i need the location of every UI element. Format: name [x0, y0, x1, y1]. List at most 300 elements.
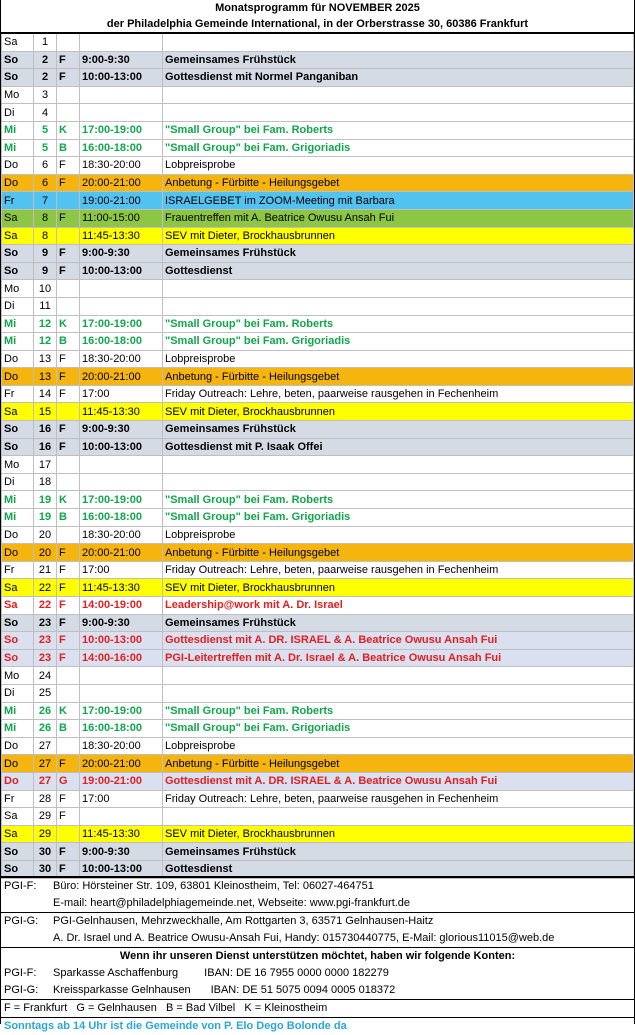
- row-time: [80, 473, 163, 491]
- row-day: Do: [2, 350, 34, 368]
- pgig-contact-text: A. Dr. Israel und A. Beatrice Owusu-Ansah Fui, Handy: 015730440775, E-Mail: glorious11015@web.de: [53, 932, 555, 944]
- row-event: Gemeinsames Frühstück: [163, 51, 634, 69]
- row-time: 17:00-19:00: [80, 315, 163, 333]
- row-location: F: [57, 808, 80, 826]
- row-location: F: [57, 51, 80, 69]
- row-time: [80, 667, 163, 685]
- row-time: 18:30-20:00: [80, 526, 163, 544]
- row-time: 17:00-19:00: [80, 121, 163, 139]
- row-time: 10:00-13:00: [80, 438, 163, 456]
- row-location: [57, 86, 80, 104]
- row-event: "Small Group" bei Fam. Roberts: [163, 315, 634, 333]
- row-day: Do: [2, 368, 34, 386]
- row-event: Friday Outreach: Lehre, beten, paarweise rausgehen in Fechenheim: [163, 790, 634, 808]
- row-day: Mi: [2, 333, 34, 351]
- schedule-row: [2, 139, 634, 157]
- row-location: [57, 456, 80, 474]
- row-location: F: [57, 421, 80, 439]
- schedule-row: [2, 227, 634, 245]
- bank-g-label: PGI-G:: [4, 984, 39, 996]
- pgif-email-text: E-mail: heart@philadelphiagemeinde.net, Webseite: www.pgi-frankfurt.de: [53, 897, 411, 909]
- row-date: 29: [34, 825, 57, 843]
- row-location: B: [57, 139, 80, 157]
- row-date: 8: [34, 209, 57, 227]
- row-date: 20: [34, 526, 57, 544]
- row-location: [57, 737, 80, 755]
- row-time: [80, 280, 163, 298]
- row-time: 10:00-13:00: [80, 632, 163, 650]
- row-event: SEV mit Dieter, Brockhausbrunnen: [163, 579, 634, 597]
- row-location: F: [57, 350, 80, 368]
- row-location: B: [57, 333, 80, 351]
- footer-pgig-contact: [1, 930, 634, 948]
- row-date: 13: [34, 368, 57, 386]
- row-event: [163, 86, 634, 104]
- row-time: 16:00-18:00: [80, 333, 163, 351]
- row-event: Lobpreisprobe: [163, 526, 634, 544]
- row-date: 1: [34, 33, 57, 51]
- row-location: F: [57, 245, 80, 263]
- row-day: Do: [2, 772, 34, 790]
- row-date: 16: [34, 438, 57, 456]
- schedule-row: [2, 333, 634, 351]
- row-location: B: [57, 509, 80, 527]
- row-day: Sa: [2, 597, 34, 615]
- schedule-row: [2, 632, 634, 650]
- schedule-row: [2, 720, 634, 738]
- row-time: 11:00-15:00: [80, 209, 163, 227]
- row-event: Friday Outreach: Lehre, beten, paarweise rausgehen in Fechenheim: [163, 561, 634, 579]
- page-subtitle: der Philadelphia Gemeinde International, in der Orberstrasse 30, 60386 Frankfurt: [106, 18, 529, 30]
- schedule-row: [2, 790, 634, 808]
- row-event: SEV mit Dieter, Brockhausbrunnen: [163, 403, 634, 421]
- row-day: Mo: [2, 456, 34, 474]
- row-date: 16: [34, 421, 57, 439]
- schedule-row: [2, 157, 634, 175]
- row-location: F: [57, 544, 80, 562]
- row-day: Fr: [2, 790, 34, 808]
- pgif-office-text: Büro: Hörsteiner Str. 109, 63801 Kleinostheim, Tel: 06027-464751: [53, 880, 374, 892]
- row-day: So: [2, 245, 34, 263]
- row-date: 23: [34, 632, 57, 650]
- row-event: "Small Group" bei Fam. Roberts: [163, 702, 634, 720]
- row-date: 5: [34, 139, 57, 157]
- row-event: "Small Group" bei Fam. Grigoriadis: [163, 333, 634, 351]
- row-time: 17:00: [80, 385, 163, 403]
- bank-f-iban: IBAN: DE 16 7955 0000 0000 182279: [204, 967, 389, 979]
- schedule-row: [2, 69, 634, 87]
- legend-text: F = Frankfurt G = Gelnhausen B = Bad Vilbel K = Kleinostheim: [4, 1002, 328, 1014]
- row-time: 9:00-9:30: [80, 421, 163, 439]
- row-date: 25: [34, 684, 57, 702]
- schedule-row: [2, 473, 634, 491]
- row-date: 20: [34, 544, 57, 562]
- row-day: Mi: [2, 121, 34, 139]
- row-day: Mi: [2, 720, 34, 738]
- row-day: So: [2, 51, 34, 69]
- row-event: Gemeinsames Frühstück: [163, 614, 634, 632]
- row-location: F: [57, 438, 80, 456]
- row-date: 10: [34, 280, 57, 298]
- schedule-row: [2, 421, 634, 439]
- row-date: 3: [34, 86, 57, 104]
- row-event: Lobpreisprobe: [163, 157, 634, 175]
- row-day: Di: [2, 297, 34, 315]
- row-day: So: [2, 860, 34, 878]
- row-location: F: [57, 860, 80, 878]
- row-event: SEV mit Dieter, Brockhausbrunnen: [163, 227, 634, 245]
- bank-f-name: Sparkasse Aschaffenburg: [53, 967, 179, 979]
- row-day: Do: [2, 755, 34, 773]
- row-time: 16:00-18:00: [80, 509, 163, 527]
- row-day: Mo: [2, 86, 34, 104]
- row-location: F: [57, 368, 80, 386]
- row-date: 30: [34, 860, 57, 878]
- row-event: "Small Group" bei Fam. Grigoriadis: [163, 720, 634, 738]
- row-event: Gottesdienst mit A. DR. ISRAEL & A. Beatrice Owusu Ansah Fui: [163, 632, 634, 650]
- row-time: [80, 297, 163, 315]
- pgig-label: PGI-G:: [4, 915, 39, 927]
- schedule-row: [2, 509, 634, 527]
- row-event: Lobpreisprobe: [163, 350, 634, 368]
- row-day: So: [2, 614, 34, 632]
- bank-f-label: PGI-F:: [4, 967, 37, 979]
- schedule-row: [2, 667, 634, 685]
- schedule-row: [2, 51, 634, 69]
- row-date: 29: [34, 808, 57, 826]
- schedule-row: [2, 579, 634, 597]
- row-event: [163, 808, 634, 826]
- schedule-table: [1, 32, 634, 879]
- row-day: So: [2, 632, 34, 650]
- row-location: [57, 667, 80, 685]
- row-day: Do: [2, 544, 34, 562]
- row-date: 23: [34, 649, 57, 667]
- row-date: 23: [34, 614, 57, 632]
- bank-g-line: [53, 982, 395, 999]
- row-time: 20:00-21:00: [80, 368, 163, 386]
- row-date: 24: [34, 667, 57, 685]
- row-date: 14: [34, 385, 57, 403]
- schedule-row: [2, 737, 634, 755]
- row-location: F: [57, 209, 80, 227]
- row-location: F: [57, 843, 80, 861]
- row-time: 10:00-13:00: [80, 860, 163, 878]
- row-time: 17:00-19:00: [80, 702, 163, 720]
- row-time: 11:45-13:30: [80, 403, 163, 421]
- row-day: Mo: [2, 280, 34, 298]
- row-location: [57, 192, 80, 210]
- row-location: K: [57, 491, 80, 509]
- schedule-row: [2, 843, 634, 861]
- row-date: 12: [34, 333, 57, 351]
- row-day: Sa: [2, 825, 34, 843]
- schedule-row: [2, 350, 634, 368]
- row-date: 17: [34, 456, 57, 474]
- row-time: 14:00-19:00: [80, 597, 163, 615]
- row-time: 16:00-18:00: [80, 720, 163, 738]
- row-time: 19:00-21:00: [80, 772, 163, 790]
- row-time: 20:00-21:00: [80, 755, 163, 773]
- row-event: [163, 684, 634, 702]
- row-date: 27: [34, 772, 57, 790]
- row-day: Mi: [2, 509, 34, 527]
- schedule-row: [2, 526, 634, 544]
- row-date: 22: [34, 579, 57, 597]
- schedule-row: [2, 368, 634, 386]
- row-date: 2: [34, 69, 57, 87]
- schedule-row: [2, 561, 634, 579]
- row-event: Gottesdienst: [163, 860, 634, 878]
- row-day: Sa: [2, 33, 34, 51]
- row-date: 8: [34, 227, 57, 245]
- pgif-label: PGI-F:: [4, 880, 37, 892]
- row-location: [57, 33, 80, 51]
- schedule-row: [2, 808, 634, 826]
- row-event: Gemeinsames Frühstück: [163, 421, 634, 439]
- footer-sunday-note: [1, 1018, 634, 1035]
- footer-legend: [1, 999, 634, 1018]
- row-date: 6: [34, 174, 57, 192]
- schedule-row: [2, 280, 634, 298]
- schedule-row: [2, 491, 634, 509]
- row-time: 18:30-20:00: [80, 157, 163, 175]
- row-date: 26: [34, 702, 57, 720]
- row-date: 2: [34, 51, 57, 69]
- row-event: [163, 280, 634, 298]
- row-location: F: [57, 385, 80, 403]
- row-day: Do: [2, 157, 34, 175]
- row-time: 20:00-21:00: [80, 174, 163, 192]
- row-event: "Small Group" bei Fam. Roberts: [163, 491, 634, 509]
- row-event: Anbetung - Fürbitte - Heilungsgebet: [163, 368, 634, 386]
- row-event: [163, 33, 634, 51]
- row-time: 9:00-9:30: [80, 245, 163, 263]
- row-date: 15: [34, 403, 57, 421]
- row-location: F: [57, 597, 80, 615]
- row-day: So: [2, 69, 34, 87]
- row-day: Sa: [2, 403, 34, 421]
- row-date: 19: [34, 509, 57, 527]
- schedule-row: [2, 544, 634, 562]
- schedule-row: [2, 121, 634, 139]
- sunday-note-text: Sonntags ab 14 Uhr ist die Gemeinde von P. Elo Dego Bolonde da: [4, 1020, 347, 1032]
- row-time: [80, 104, 163, 122]
- row-location: F: [57, 69, 80, 87]
- row-location: B: [57, 720, 80, 738]
- row-location: F: [57, 174, 80, 192]
- schedule-row: [2, 772, 634, 790]
- row-location: F: [57, 790, 80, 808]
- row-time: 19:00-21:00: [80, 192, 163, 210]
- row-event: Frauentreffen mit A. Beatrice Owusu Ansah Fui: [163, 209, 634, 227]
- row-location: [57, 227, 80, 245]
- row-event: [163, 456, 634, 474]
- row-day: Do: [2, 526, 34, 544]
- row-time: 11:45-13:30: [80, 825, 163, 843]
- row-time: 17:00-19:00: [80, 491, 163, 509]
- row-time: 14:00-16:00: [80, 649, 163, 667]
- footer-support-heading: [1, 948, 634, 965]
- row-day: Di: [2, 473, 34, 491]
- row-time: 9:00-9:30: [80, 614, 163, 632]
- row-time: 17:00: [80, 790, 163, 808]
- row-event: [163, 473, 634, 491]
- schedule-row: [2, 86, 634, 104]
- row-date: 21: [34, 561, 57, 579]
- row-day: Do: [2, 174, 34, 192]
- row-day: Sa: [2, 227, 34, 245]
- row-location: F: [57, 561, 80, 579]
- row-location: [57, 684, 80, 702]
- row-location: [57, 473, 80, 491]
- schedule-row: [2, 192, 634, 210]
- row-date: 27: [34, 737, 57, 755]
- row-time: [80, 808, 163, 826]
- footer-bank-g: [1, 982, 634, 999]
- row-location: F: [57, 579, 80, 597]
- row-day: Sa: [2, 209, 34, 227]
- bank-g-name: Kreissparkasse Gelnhausen: [53, 984, 191, 996]
- row-event: [163, 667, 634, 685]
- row-time: [80, 684, 163, 702]
- schedule-row: [2, 755, 634, 773]
- row-time: 11:45-13:30: [80, 579, 163, 597]
- row-day: Sa: [2, 579, 34, 597]
- row-day: Fr: [2, 561, 34, 579]
- row-time: 9:00-9:30: [80, 843, 163, 861]
- row-day: Fr: [2, 192, 34, 210]
- schedule-row: [2, 614, 634, 632]
- row-location: K: [57, 702, 80, 720]
- schedule-row: [2, 104, 634, 122]
- footer-pgif-email: [1, 895, 634, 913]
- row-event: Gottesdienst mit A. DR. ISRAEL & A. Beatrice Owusu Ansah Fui: [163, 772, 634, 790]
- row-day: Sa: [2, 808, 34, 826]
- schedule-row: [2, 825, 634, 843]
- schedule-row: [2, 209, 634, 227]
- row-event: [163, 297, 634, 315]
- row-location: F: [57, 262, 80, 280]
- schedule-row: [2, 315, 634, 333]
- schedule-row: [2, 649, 634, 667]
- row-date: 6: [34, 157, 57, 175]
- row-location: F: [57, 632, 80, 650]
- schedule-row: [2, 684, 634, 702]
- row-day: Fr: [2, 385, 34, 403]
- footer-pgig-address: [1, 913, 634, 930]
- row-event: "Small Group" bei Fam. Grigoriadis: [163, 509, 634, 527]
- schedule-body: [2, 33, 634, 878]
- row-date: 9: [34, 262, 57, 280]
- row-date: 22: [34, 597, 57, 615]
- schedule-row: [2, 403, 634, 421]
- row-location: [57, 526, 80, 544]
- row-time: 16:00-18:00: [80, 139, 163, 157]
- row-day: So: [2, 843, 34, 861]
- row-time: 9:00-9:30: [80, 51, 163, 69]
- row-event: SEV mit Dieter, Brockhausbrunnen: [163, 825, 634, 843]
- row-day: Mo: [2, 667, 34, 685]
- row-event: Gemeinsames Frühstück: [163, 843, 634, 861]
- row-date: 30: [34, 843, 57, 861]
- row-location: [57, 825, 80, 843]
- schedule-row: [2, 385, 634, 403]
- row-location: K: [57, 121, 80, 139]
- schedule-row: [2, 174, 634, 192]
- row-event: Gemeinsames Frühstück: [163, 245, 634, 263]
- row-location: G: [57, 772, 80, 790]
- page-title: Monatsprogramm für NOVEMBER 2025: [215, 2, 420, 14]
- row-day: Mi: [2, 315, 34, 333]
- footer-bank-f: [1, 965, 634, 982]
- row-day: So: [2, 649, 34, 667]
- schedule-row: [2, 702, 634, 720]
- row-event: Gottesdienst mit P. Isaak Offei: [163, 438, 634, 456]
- row-location: K: [57, 315, 80, 333]
- row-time: 18:30-20:00: [80, 737, 163, 755]
- row-event: Gottesdienst mit Normel Panganiban: [163, 69, 634, 87]
- row-time: [80, 456, 163, 474]
- schedule-row: [2, 456, 634, 474]
- row-location: [57, 403, 80, 421]
- row-event: Anbetung - Fürbitte - Heilungsgebet: [163, 174, 634, 192]
- schedule-row: [2, 245, 634, 263]
- row-time: [80, 33, 163, 51]
- row-event: Leadership@work mit A. Dr. Israel: [163, 597, 634, 615]
- row-date: 7: [34, 192, 57, 210]
- row-day: Di: [2, 684, 34, 702]
- row-day: Mi: [2, 702, 34, 720]
- row-date: 9: [34, 245, 57, 263]
- row-location: [57, 297, 80, 315]
- row-day: Do: [2, 737, 34, 755]
- row-event: ISRAELGEBET im ZOOM-Meeting mit Barbara: [163, 192, 634, 210]
- row-day: So: [2, 438, 34, 456]
- schedule-row: [2, 33, 634, 51]
- bank-f-line: [53, 965, 389, 982]
- schedule-row: [2, 597, 634, 615]
- row-day: So: [2, 262, 34, 280]
- support-heading-text: Wenn ihr unseren Dienst unterstützen möchtet, haben wir folgende Konten:: [119, 950, 516, 962]
- row-date: 12: [34, 315, 57, 333]
- row-day: Mi: [2, 139, 34, 157]
- row-event: Anbetung - Fürbitte - Heilungsgebet: [163, 755, 634, 773]
- row-date: 27: [34, 755, 57, 773]
- schedule-row: [2, 297, 634, 315]
- footer-pgif-office: [1, 878, 634, 895]
- pgig-address-text: PGI-Gelnhausen, Mehrzweckhalle, Am Rottgarten 3, 63571 Gelnhausen-Haitz: [53, 915, 434, 927]
- row-event: Friday Outreach: Lehre, beten, paarweise rausgehen in Fechenheim: [163, 385, 634, 403]
- row-day: Mi: [2, 491, 34, 509]
- row-time: [80, 86, 163, 104]
- row-location: [57, 280, 80, 298]
- row-date: 13: [34, 350, 57, 368]
- row-date: 4: [34, 104, 57, 122]
- row-date: 28: [34, 790, 57, 808]
- row-location: F: [57, 614, 80, 632]
- schedule-row: [2, 438, 634, 456]
- schedule-row: [2, 262, 634, 280]
- row-time: 20:00-21:00: [80, 544, 163, 562]
- bank-g-iban: IBAN: DE 51 5075 0094 0005 018372: [210, 984, 396, 996]
- row-location: F: [57, 157, 80, 175]
- row-day: Di: [2, 104, 34, 122]
- row-event: Lobpreisprobe: [163, 737, 634, 755]
- row-event: Gottesdienst: [163, 262, 634, 280]
- row-time: 18:30-20:00: [80, 350, 163, 368]
- row-event: "Small Group" bei Fam. Grigoriadis: [163, 139, 634, 157]
